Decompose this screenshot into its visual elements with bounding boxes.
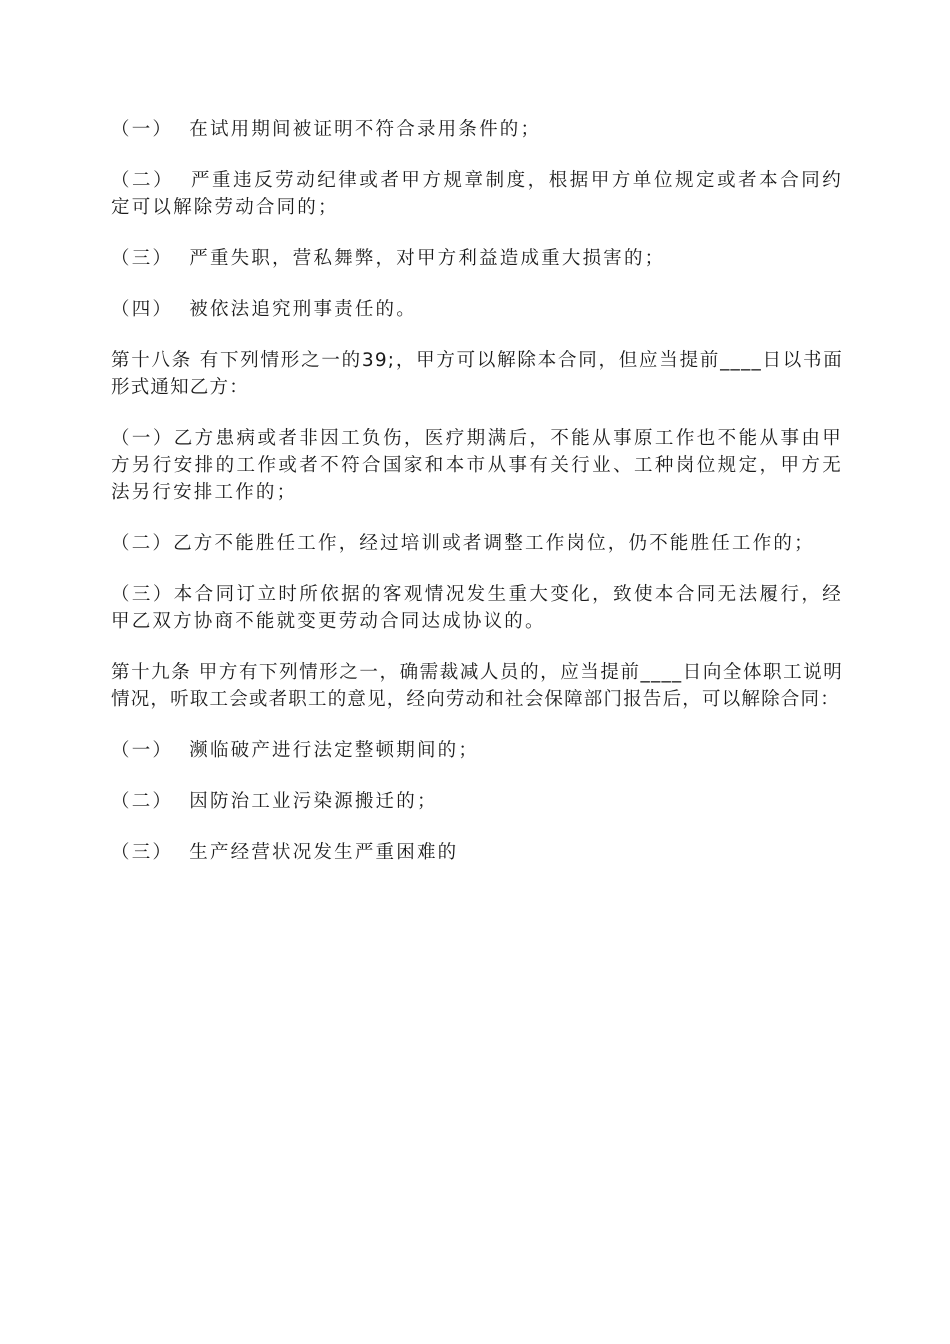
article-19-item-3: （三） 生产经营状况发生严重困难的: [111, 842, 459, 863]
clause-item-2: （二） 严重违反劳动纪律或者甲方规章制度，根据甲方单位规定或者本合同约定可以解除劳动合同的；: [111, 170, 843, 218]
document-body: [111, 116, 843, 890]
article-18-item-1: （一）乙方患病或者非因工负伤，医疗期满后，不能从事原工作也不能从事由甲方另行安排的工作或者不符合国家和本市从事有关行业、工种岗位规定，甲方无法另行安排工作的；: [111, 428, 843, 503]
article-19-item-2: （二） 因防治工业污染源搬迁的；: [111, 791, 438, 812]
clause-item-4: （四） 被依法追究刑事责任的。: [111, 299, 417, 320]
article-19-item-1: （一） 濒临破产进行法定整顿期间的；: [111, 740, 480, 761]
clause-item-3: （三） 严重失职，营私舞弊，对甲方利益造成重大损害的；: [111, 248, 666, 269]
clause-item-1: （一） 在试用期间被证明不符合录用条件的；: [111, 119, 542, 140]
article-18-item-2: （二）乙方不能胜任工作，经过培训或者调整工作岗位，仍不能胜任工作的；: [111, 533, 815, 554]
article-18-item-3: （三）本合同订立时所依据的客观情况发生重大变化，致使本合同无法履行，经甲乙双方协商不能就变更劳动合同达成协议的。: [111, 584, 843, 632]
article-19: 第十九条 甲方有下列情形之一，确需裁减人员的，应当提前____日向全体职工说明情况，听取工会或者职工的意见，经向劳动和社会保障部门报告后，可以解除合同：: [111, 662, 843, 710]
article-18: 第十八条 有下列情形之一的39;，甲方可以解除本合同，但应当提前____日以书面形式通知乙方：: [111, 350, 843, 398]
